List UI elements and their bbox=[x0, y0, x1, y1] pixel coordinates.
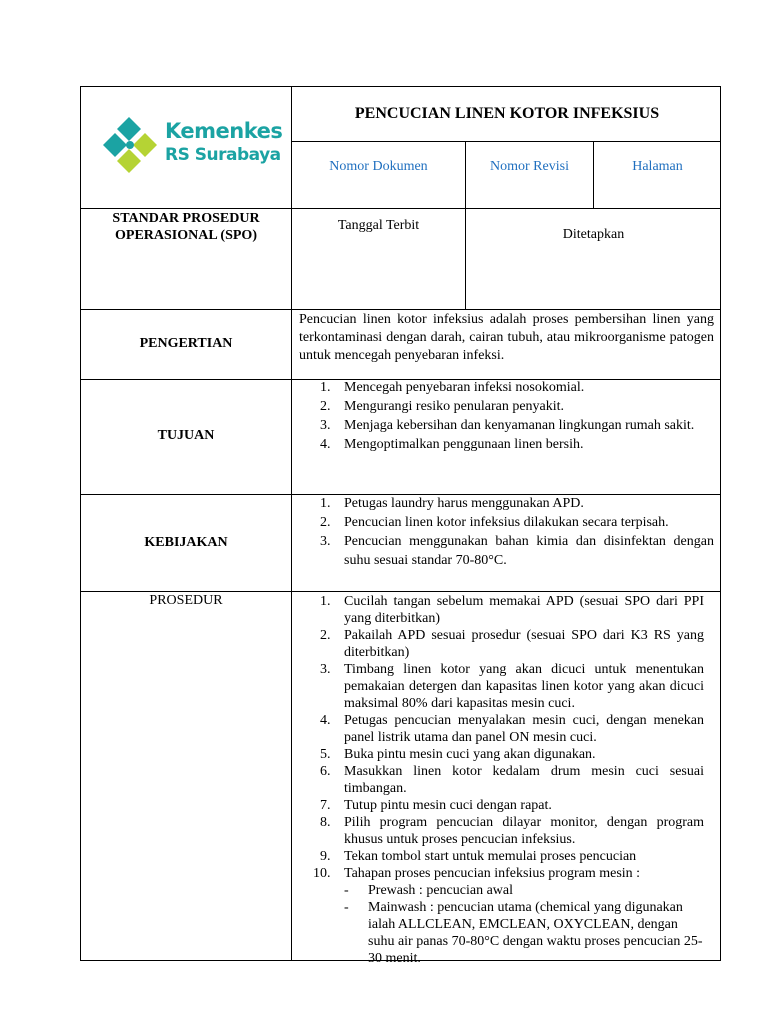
prosedur-label: PROSEDUR bbox=[149, 593, 223, 608]
divider bbox=[81, 309, 721, 310]
kebijakan-label: KEBIJAKAN bbox=[144, 535, 228, 550]
sub-list bbox=[344, 882, 704, 967]
doc-number-label: Nomor Dokumen bbox=[329, 159, 428, 174]
issue-date-label: Tanggal Terbit bbox=[337, 218, 420, 233]
list-item: 9. Tekan tombol start untuk memulai proses pencucian bbox=[320, 849, 637, 864]
list-item: 2. Mengurangi resiko penularan penyakit. bbox=[320, 399, 565, 414]
pengertian-label: PENGERTIAN bbox=[139, 336, 233, 351]
logo-line1: Kemenkes bbox=[165, 119, 283, 143]
divider bbox=[291, 141, 721, 142]
logo-line2: RS Surabaya bbox=[165, 145, 281, 165]
list-item: 3. Timbang linen kotor yang akan dicuci untuk menentukan pemakaian detergen dan kapasitas linen kotor yang akan dicuci maksimal 80% dari kapasitas mesin cuci. bbox=[320, 662, 704, 711]
list-item: 7. Tutup pintu mesin cuci dengan rapat. bbox=[320, 798, 552, 813]
divider bbox=[81, 208, 721, 209]
list-item: 1. Cucilah tangan sebelum memakai APD (sesuai SPO dari PPI yang diterbitkan) bbox=[320, 594, 704, 626]
approved-label: Ditetapkan bbox=[562, 227, 625, 242]
list-item: 3. Pencucian menggunakan bahan kimia dan disinfektan dengan suhu sesuai standar 70-80°C. bbox=[320, 534, 714, 568]
list-item: 2. Pencucian linen kotor infeksius dilakukan secara terpisah. bbox=[320, 515, 669, 530]
list-item: 4. Mengoptimalkan penggunaan linen bersih. bbox=[320, 437, 584, 452]
list-item: 5. Buka pintu mesin cuci yang akan digunakan. bbox=[320, 747, 596, 762]
prosedur-list bbox=[292, 593, 704, 967]
tujuan-label: TUJUAN bbox=[157, 428, 215, 443]
page-label: Halaman bbox=[632, 159, 683, 174]
list-item: 8. Pilih program pencucian dilayar monitor, dengan program khusus untuk proses pencucian infeksius. bbox=[320, 815, 704, 847]
spo-label: STANDAR PROSEDUR OPERASIONAL (SPO) bbox=[112, 211, 260, 243]
list-item: 4. Petugas pencucian menyalakan mesin cuci, dengan menekan panel listrik utama dan panel ON mesin cuci. bbox=[320, 713, 704, 745]
list-item: 3. Menjaga kebersihan dan kenyamanan lingkungan rumah sakit. bbox=[320, 418, 695, 433]
divider bbox=[81, 591, 721, 592]
list-item: 2. Pakailah APD sesuai prosedur (sesuai SPO dari K3 RS yang diterbitkan) bbox=[320, 628, 704, 660]
document-title: PENCUCIAN LINEN KOTOR INFEKSIUS bbox=[354, 105, 660, 122]
list-item: 1. Mencegah penyebaran infeksi nosokomial. bbox=[320, 380, 585, 395]
kebijakan-list bbox=[292, 494, 714, 570]
list-item: 6. Masukkan linen kotor kedalam drum mesin cuci sesuai timbangan. bbox=[320, 764, 704, 796]
list-item: 10. Tahapan proses pencucian infeksius program mesin : - Prewash : pencucian awal - Mainwash : pencucian utama (chemical yang digunakan ialah ALLCLEAN, EMCLEAN, OXYCLEAN, dengan suhu air panas 70-80°C dengan waktu proses pencucian 25-30 menit. bbox=[313, 866, 703, 966]
revision-label: Nomor Revisi bbox=[490, 159, 569, 174]
spo-document bbox=[80, 86, 721, 966]
kemenkes-logo bbox=[99, 115, 289, 175]
sub-list-item: - Mainwash : pencucian utama (chemical yang digunakan ialah ALLCLEAN, EMCLEAN, OXYCLEAN, dengan suhu air panas 70-80°C dengan waktu proses pencucian 25-30 menit. bbox=[344, 900, 703, 966]
pengertian-text: Pencucian linen kotor infeksius adalah proses pembersihan linen yang terkontaminasi dengan darah, cairan tubuh, atau mikroorganisme patogen untuk mencegah penyebaran infeksi. bbox=[299, 312, 714, 363]
tujuan-list bbox=[292, 378, 714, 454]
sub-list-item: - Prewash : pencucian awal bbox=[344, 883, 513, 898]
list-item: 1. Petugas laundry harus menggunakan APD. bbox=[320, 496, 584, 511]
kemenkes-emblem-icon bbox=[99, 115, 161, 175]
